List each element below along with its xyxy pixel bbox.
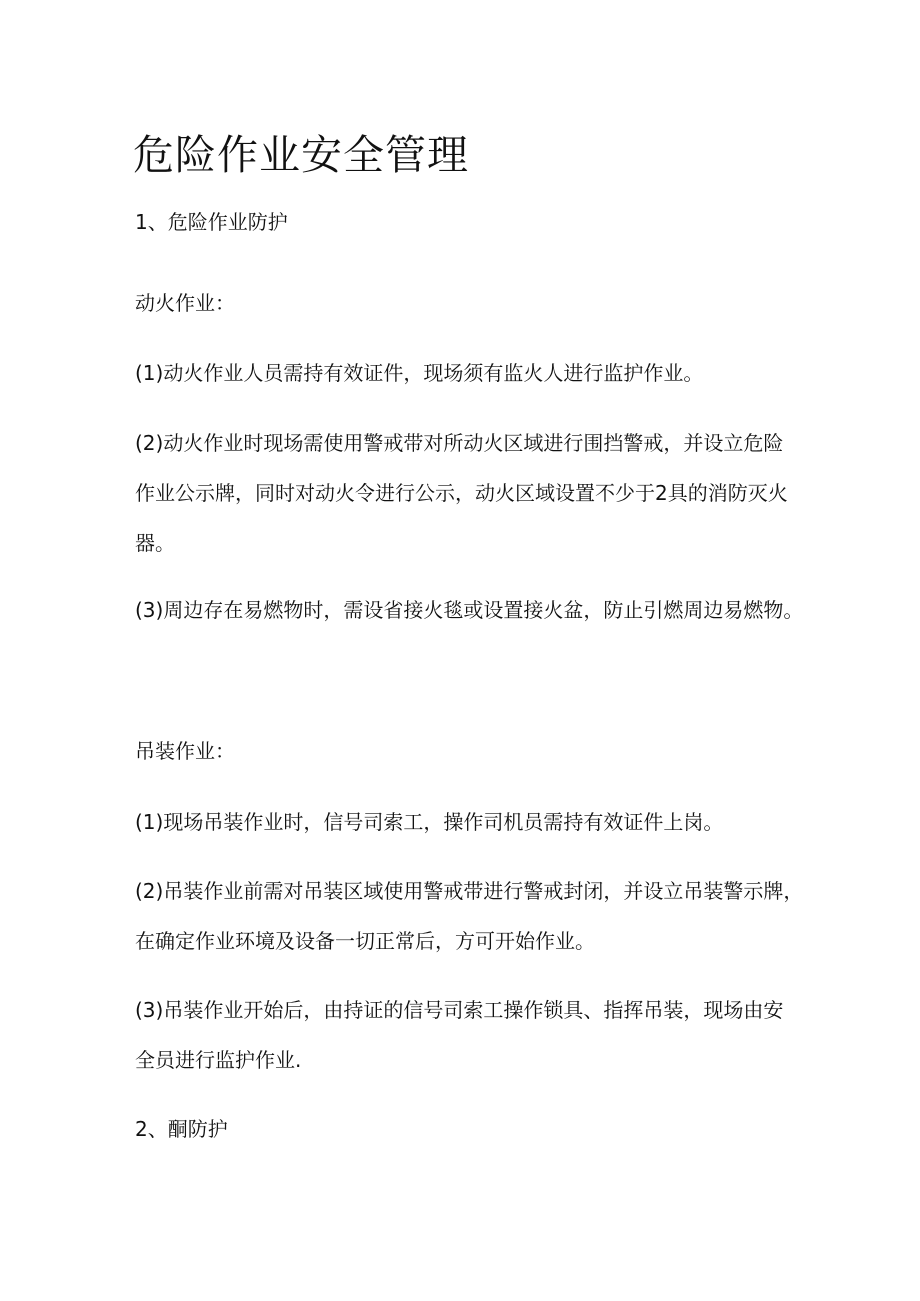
lifting-work-item-3-line-1: (3)吊装作业开始后，由持证的信号司索工操作锁具、指挥吊装，现场由安	[135, 998, 784, 1022]
section-2-heading: 2、酮防护	[135, 1117, 228, 1141]
hot-work-item-3: (3)周边存在易燃物时，需设省接火毯或设置接火盆，防止引燃周边易燃物。	[135, 598, 804, 622]
lifting-work-item-2-line-2: 在确定作业环境及设备一切正常后，方可开始作业。	[135, 929, 595, 953]
hot-work-heading: 动火作业：	[135, 291, 235, 315]
lifting-work-item-2-line-1: (2)吊装作业前需对吊装区域使用警戒带进行警戒封闭，并设立吊装警示牌，	[135, 879, 804, 903]
lifting-work-item-1: (1)现场吊装作业时，信号司索工，操作司机员需持有效证件上岗。	[135, 810, 724, 834]
lifting-work-heading: 吊装作业：	[135, 739, 235, 763]
document-title: 危险作业安全管理	[133, 131, 469, 179]
hot-work-item-2-line-2: 作业公示牌，同时对动火令进行公示，动火区域设置不少于2具的消防灭火	[135, 481, 788, 505]
hot-work-item-2-line-1: (2)动火作业时现场需使用警戒带对所动火区域进行围挡警戒，并设立危险	[135, 431, 784, 455]
section-1-heading: 1、危险作业防护	[135, 210, 288, 234]
hot-work-item-1: (1)动火作业人员需持有效证件，现场须有监火人进行监护作业。	[135, 361, 704, 385]
lifting-work-item-3-line-2: 全员进行监护作业.	[135, 1048, 302, 1072]
hot-work-item-2-line-3: 器。	[135, 531, 175, 555]
